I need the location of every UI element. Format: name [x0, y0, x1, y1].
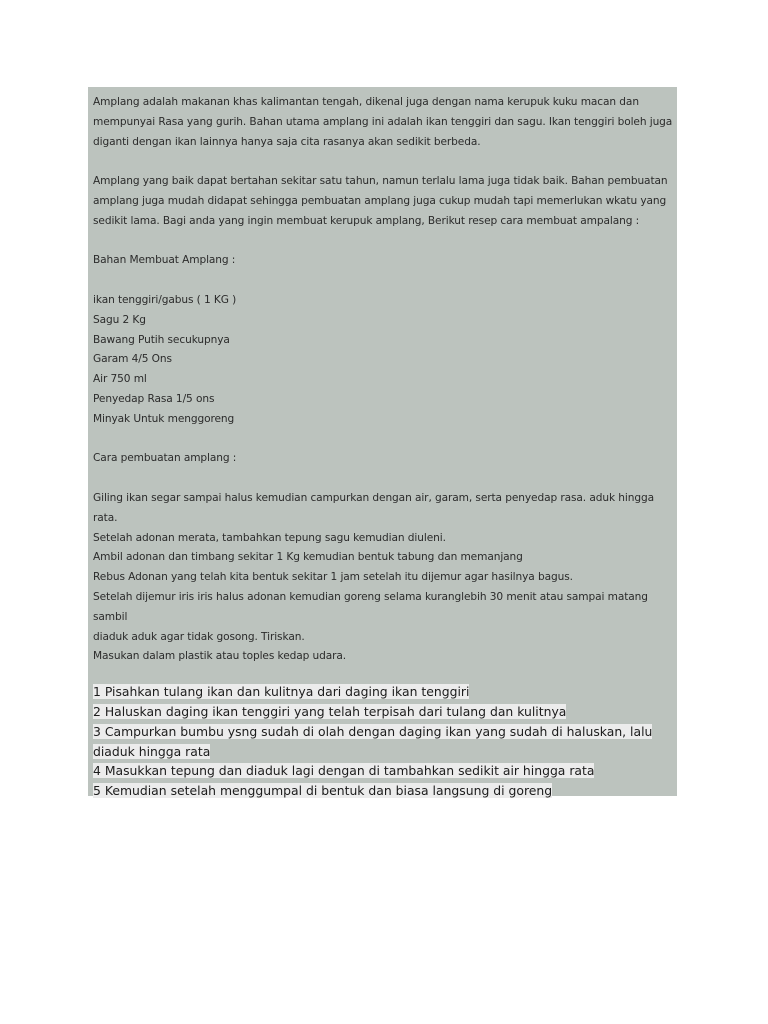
intro-line: Amplang adalah makanan khas kalimantan tengah, dikenal juga dengan nama kerupuk kuku macan dan: [93, 96, 639, 108]
intro-line: mempunyai Rasa yang gurih. Bahan utama amplang ini adalah ikan tenggiri dan sagu. Ikan tenggiri boleh juga: [93, 115, 673, 128]
step-text: 1 Pisahkan tulang ikan dan kulitnya dari daging ikan tenggiri: [93, 684, 470, 700]
method-line: Setelah dijemur iris iris halus adonan kemudian goreng selama kuranglebih 30 menit atau sampai matang sambil: [93, 590, 648, 623]
step-text: diaduk hingga rata: [93, 743, 211, 759]
ingredient-item: ikan tenggiri/gabus ( 1 KG ): [93, 293, 237, 306]
method-line: Ambil adonan dan timbang sekitar 1 Kg kemudian bentuk tabung dan memanjang: [93, 551, 523, 564]
step-text: 3 Campurkan bumbu ysng sudah di olah dengan daging ikan yang sudah di haluskan, lalu: [93, 723, 653, 739]
intro2-line: Amplang yang baik dapat bertahan sekitar satu tahun, namun terlalu lama juga tidak baik. Bahan pembuatan: [93, 175, 668, 188]
intro-line: diganti dengan ikan lainnya hanya saja cita rasanya akan sedikit berbeda.: [93, 135, 481, 148]
step-text: 5 Kemudian setelah menggumpal di bentuk dan biasa langsung di goreng: [93, 783, 553, 799]
cara-heading: Cara pembuatan amplang :: [93, 452, 237, 465]
document-content: [88, 87, 677, 799]
ingredient-item: Sagu 2 Kg: [93, 313, 146, 326]
ingredient-item: Penyedap Rasa 1/5 ons: [93, 392, 215, 405]
method-line: diaduk aduk agar tidak gosong. Tiriskan.: [93, 630, 305, 643]
intro2-line: sedikit lama. Bagi anda yang ingin membuat kerupuk amplang, Berikut resep cara membuat ampalang :: [93, 214, 640, 227]
method-line: Giling ikan segar sampai halus kemudian campurkan dengan air, garam, serta penyedap rasa. aduk hingga rata.: [93, 491, 654, 524]
bahan-heading: Bahan Membuat Amplang :: [93, 254, 236, 267]
numbered-steps: [93, 682, 677, 801]
step-text: 4 Masukkan tepung dan diaduk lagi dengan di tambahkan sedikit air hingga rata: [93, 763, 595, 779]
method-line: Setelah adonan merata, tambahkan tepung sagu kemudian diuleni.: [93, 531, 446, 544]
method-line: Rebus Adonan yang telah kita bentuk sekitar 1 jam setelah itu dijemur agar hasilnya bagus.: [93, 571, 573, 584]
ingredient-item: Garam 4/5 Ons: [93, 353, 172, 366]
step-text: 2 Haluskan daging ikan tenggiri yang telah terpisah dari tulang dan kulitnya: [93, 703, 567, 719]
ingredient-item: Minyak Untuk menggoreng: [93, 412, 235, 425]
ingredient-item: Bawang Putih secukupnya: [93, 333, 230, 346]
intro2-line: amplang juga mudah didapat sehingga pembuatan amplang juga cukup mudah tapi memerlukan wkatu yang: [93, 194, 667, 207]
method-line: Masukan dalam plastik atau toples kedap udara.: [93, 650, 347, 663]
ingredient-item: Air 750 ml: [93, 373, 147, 386]
